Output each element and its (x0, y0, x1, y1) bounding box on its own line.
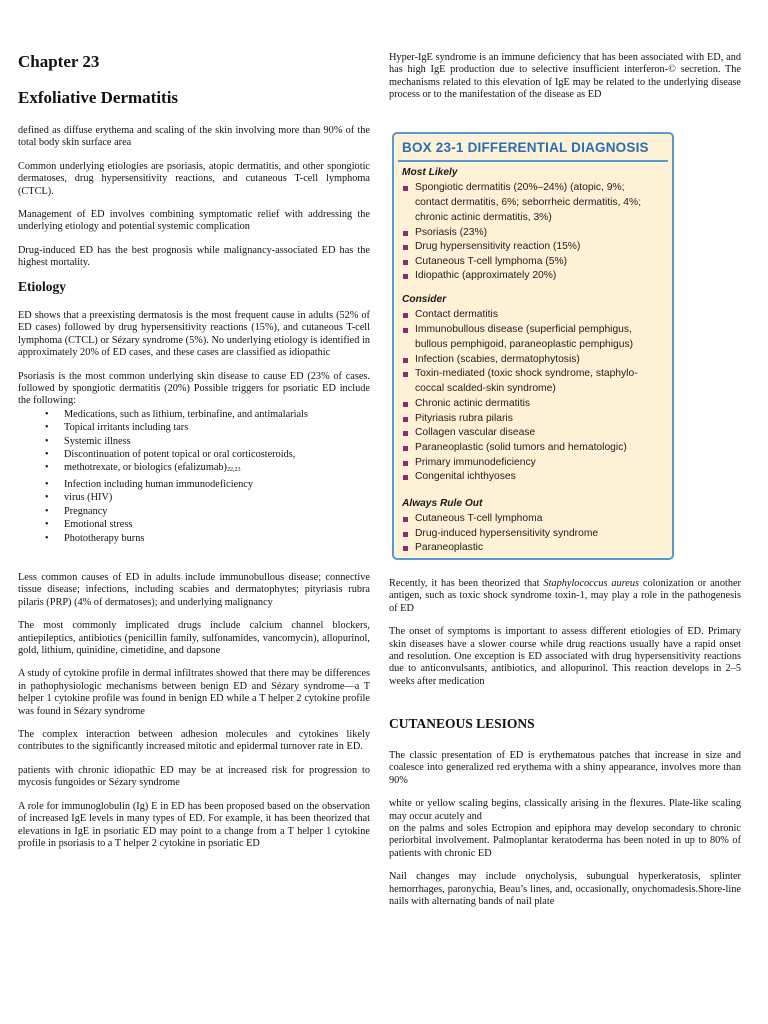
list-item: • virus (HIV) (18, 491, 370, 504)
organism-name: Staphylococcus aureus (543, 578, 639, 589)
box-item-line: Paraneoplastic (415, 542, 484, 553)
box-section-most-likely: Most Likely (402, 167, 458, 178)
body-paragraph: Hyper-IgE syndrome is an immune deficiency that has been associated with ED, and has high IgE production due to selective insufficient interferon-© secretion. The mechanisms related to this elevation of IgE may be related to the underlying disease process or to the manifestation of the disease as ED (389, 52, 741, 101)
box-item-line: bullous pemphigoid, paraneoplastic pemphigus) (415, 338, 634, 350)
box-title: BOX 23-1 DIFFERENTIAL DIAGNOSIS (402, 140, 649, 155)
chapter-title: Exfoliative Dermatitis (18, 88, 179, 107)
box-item-line: Chronic actinic dermatitis (415, 398, 531, 409)
box-item-line: coccal scalded-skin syndrome) (415, 382, 556, 394)
reference-superscript: 22,23 (226, 467, 241, 474)
body-paragraph: A role for immunoglobulin (Ig) E in ED has been proposed based on the observation of increased IgE levels in many types of ED. For example, it has been theorized that elevations in IgE in psoriatic ED may point to a change from a T helper 1 cytokine profile in psoriasis to a T helper 2 cytokine in psoriatic ED (18, 800, 370, 849)
box-list-item (402, 527, 666, 542)
intro-paragraph: defined as diffuse erythema and scaling of the skin involving more than 90% of the total body skin surface area (18, 125, 370, 149)
box-item-line: Idiopathic (approximately 20%) (415, 270, 557, 281)
box-list-item (402, 426, 666, 441)
list-item-text: methotrexate, or biologics (efalizumab) (64, 462, 227, 474)
box-item-line: Psoriasis (23%) (415, 227, 488, 238)
box-list-item (402, 441, 666, 456)
box-item-line: Cutaneous T-cell lymphoma (5%) (415, 256, 568, 267)
box-item-line: Primary immunodeficiency (415, 457, 536, 468)
chapter-number: Chapter 23 (18, 52, 100, 71)
box-list-item (402, 397, 666, 412)
list-item: • Systemic illness (18, 435, 370, 448)
causes-section (18, 572, 370, 850)
box-item-line: Collagen vascular disease (415, 427, 536, 438)
body-paragraph: Less common causes of ED in adults include immunobullous disease; connective tissue disease; infections, including scabies and dermatophytes; pityriasis rubra pilaris (PRP) (4% of dermatoses); and underlying malignancy (18, 572, 370, 608)
box-item-line: contact dermatitis, 6%; seborrheic dermatitis, 4%; (415, 196, 642, 208)
differential-diagnosis-box (392, 132, 674, 560)
text-run: Recently, it has been theorized that (389, 578, 544, 589)
etiology-paragraph: Psoriasis is the most common underlying skin disease to cause ED (23% of cases. followed by spongiotic dermatitis (20%) Possible triggers for psoriatic ED include the following: (18, 370, 370, 407)
box-list-item (402, 470, 666, 485)
box-list-item (402, 181, 666, 225)
intro-section (18, 125, 370, 270)
cutaneous-section (389, 750, 741, 908)
intro-paragraph: Management of ED involves combining symptomatic relief with addressing the underlying etiology and potential systemic complication (18, 209, 370, 233)
etiology-paragraph: ED shows that a preexisting dermatosis is the most frequent cause in adults (52% of ED cases) followed by drug hypersensitivity reactions (15%), and cutaneous T-cell lymphoma (CTCL) or Sézary syndrome (5%). No underlying etiology is identified in approximately 20% of ED cases, and these cases are classified as idiopathic (18, 310, 370, 359)
list-item: • Topical irritants including tars (18, 421, 370, 434)
box-list-item (402, 367, 666, 397)
body-paragraph: patients with chronic idiopathic ED may be at increased risk for progression to mycosis fungoides or Sézary syndrome (18, 764, 370, 789)
box-list-item (402, 541, 666, 556)
box-item-line: chronic actinic dermatitis, 3%) (415, 211, 552, 223)
text-run: colonization or another antigen, such as toxic shock syndrome toxin-1, may play a role in the pathogenesis of ED (389, 578, 741, 614)
box-item-line: Toxin-mediated (toxic shock syndrome, staphylo- (415, 368, 638, 379)
box-item-line: Pityriasis rubra pilaris (415, 413, 513, 424)
list-item: • Infection including human immunodeficiency (18, 478, 370, 491)
body-paragraph: on the palms and soles Ectropion and epiphora may develop secondary to chronic periorbital involvement. Palmoplantar keratoderma has been noted in up to 80% of patients with chronic ED (389, 823, 741, 859)
pathogenesis-section (389, 578, 741, 688)
box-list-item (402, 323, 666, 353)
box-list-item (402, 353, 666, 368)
box-item-line: Paraneoplastic (solid tumors and hematologic) (415, 442, 627, 453)
body-paragraph: The onset of symptoms is important to assess different etiologies of ED. Primary skin diseases have a slower course while drug reactions usually have a rapid onset and resolution. One exception is ED associated with drug hypersensitivity reactions due to anticonvulsants, antibiotics, and allopurinol. This reaction develops in 2–5 weeks after medication (389, 626, 741, 687)
list-item: • Emotional stress (18, 518, 370, 531)
etiology-section (18, 310, 370, 545)
body-paragraph: The most commonly implicated drugs include calcium channel blockers, antiepileptics, antibiotics (penicillin family, sulfonamides, vancomycin), allopurinol, gold, lithium, quinidine, cimetidine, and dapsone (18, 620, 370, 657)
box-section-consider: Consider (402, 294, 447, 305)
hyper-ige-section (389, 52, 741, 102)
box-item-line: Immunobullous disease (superficial pemphigus, (415, 324, 632, 335)
box-item-line: Congenital ichthyoses (415, 471, 516, 482)
cutaneous-lesions-heading: CUTANEOUS LESIONS (389, 716, 535, 731)
trigger-list (18, 408, 370, 545)
body-paragraph (389, 578, 741, 615)
box-item-line: Drug hypersensitivity reaction (15%) (415, 241, 581, 252)
list-item: • Discontinuation of potent topical or oral corticosteroids, (18, 448, 370, 461)
box-divider (398, 160, 668, 162)
box-item-line: Drug-induced hypersensitivity syndrome (415, 528, 599, 539)
list-item (18, 461, 370, 477)
body-paragraph: The complex interaction between adhesion molecules and cytokines likely contributes to the significantly increased mitotic and epidermal turnover rate in ED. (18, 729, 370, 753)
box-list-item (402, 512, 666, 527)
etiology-heading: Etiology (18, 279, 67, 294)
intro-paragraph: Drug-induced ED has the best prognosis while malignancy-associated ED has the highest mortality. (18, 244, 370, 269)
list-item: • Phototherapy burns (18, 532, 370, 545)
body-paragraph: The classic presentation of ED is erythematous patches that increase in size and coalesce into generalized red erythema with a shiny appearance, involves more than 90% (389, 750, 741, 786)
list-item: • Medications, such as lithium, terbinafine, and antimalarials (18, 408, 370, 421)
box-item-line: Contact dermatitis (415, 309, 498, 320)
intro-paragraph: Common underlying etiologies are psoriasis, atopic dermatitis, and other spongiotic dermatoses, drug hypersensitivity reactions, and cutaneous T-cell lymphoma (CTCL). (18, 160, 370, 197)
box-item-line: Infection (scabies, dermatophytosis) (415, 354, 580, 365)
box-item-line: Cutaneous T-cell lymphoma (415, 513, 543, 524)
box-section-rule-out: Always Rule Out (402, 498, 483, 509)
box-list-item (402, 226, 666, 241)
box-list-item (402, 255, 666, 270)
box-item-line: Spongiotic dermatitis (20%–24%) (atopic, 9%; (415, 182, 625, 193)
body-paragraph: Nail changes may include onycholysis, subungual hyperkeratosis, splinter hemorrhages, paronychia, Beau’s lines, and, occasionally, onychomadesis.Shore-line nails with alternating bands of nail plate (389, 871, 741, 908)
box-list-item (402, 240, 666, 255)
box-list-item (402, 412, 666, 427)
box-list-item (402, 308, 666, 323)
box-list-item (402, 456, 666, 471)
body-paragraph: white or yellow scaling begins, classically arising in the flexures. Plate-like scaling may occur acutely and (389, 798, 741, 822)
list-item: • Pregnancy (18, 505, 370, 518)
box-list-item (402, 269, 666, 284)
body-paragraph: A study of cytokine profile in dermal infiltrates showed that there may be differences in pathophysiologic mechanisms between benign ED and Sézary syndrome—a T helper 1 cytokine profile was found in benign ED while a T helper 2 cytokine profile was found in Sézary syndrome (18, 668, 370, 717)
